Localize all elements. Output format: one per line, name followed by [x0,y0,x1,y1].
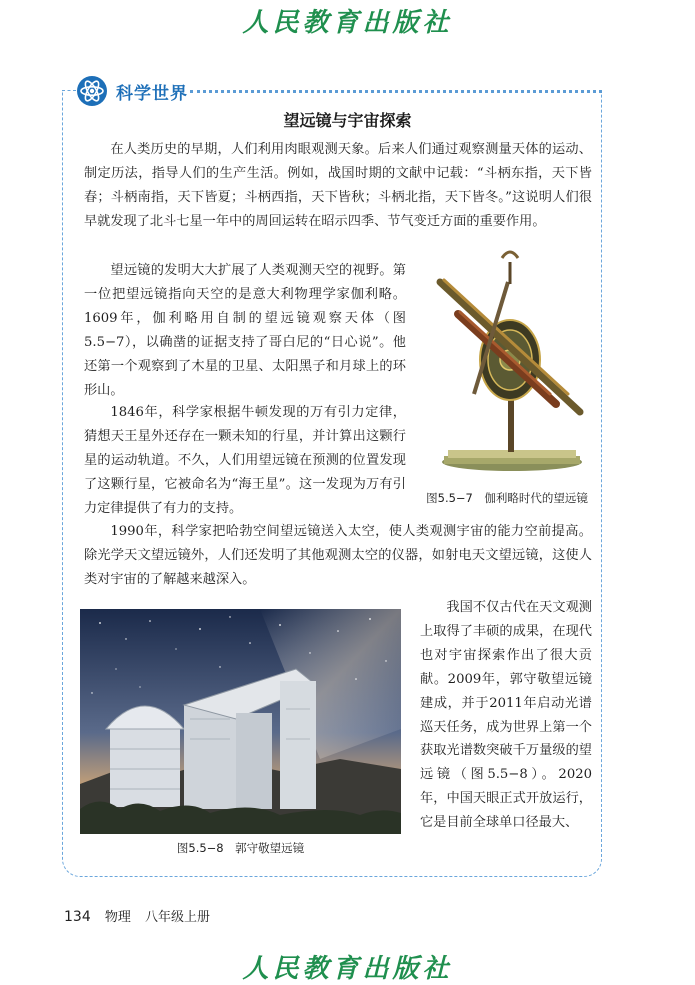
section-label: 科学世界 [116,83,188,104]
atom-icon [76,75,108,107]
publisher-logo-bottom: 人民教育出版社 [242,954,453,984]
paragraph-china-astronomy: 我国不仅古代在天文观测上取得了丰硕的成果，在现代也对宇宙探索作出了很大贡献。2009年，郭守敬望远镜建成，并于2011年启动光谱巡天任务，成为世界上第一个获取光谱数突破千万量级的望远镜（图5.5−8）。2020年，中国天眼正式开放运行，它是目前全球单口径最大、 [420,600,592,831]
header-divider [190,90,602,93]
article-title: 望远镜与宇宙探索 [283,111,412,130]
paragraph-hubble: 1990年，科学家把哈勃空间望远镜送入太空，使人类观测宇宙的能力空前提高。除光学天文望远镜外，人们还发明了其他观测太空的仪器，如射电天文望远镜，这使人类对宇宙的了解越来越深入。 [84,524,592,587]
figure-caption-lamost: 图5.5−8 郭守敬望远镜 [176,841,305,855]
footer-subject: 物理 [104,910,131,925]
figure-caption-galileo: 图5.5−7 伽利略时代的望远镜 [426,491,588,505]
footer-book: 八年级上册 [145,910,211,925]
page-number: 134 [64,909,91,925]
page-footer [64,906,220,925]
lamost-telescope-photo [80,609,401,834]
section-header [76,73,188,109]
paragraph-galileo: 望远镜的发明大大扩展了人类观测天空的视野。第一位把望远镜指向天空的是意大利物理学家伽利略。1609年，伽利略用自制的望远镜观察天体（图5.5−7），以确凿的证据支持了哥白尼的“日心说”。他还第一个观察到了木星的卫星、太阳黑子和月球上的环形山。 [84,263,406,398]
galileo-telescope-image [430,244,590,476]
paragraph-neptune: 1846年，科学家根据牛顿发现的万有引力定律，猜想天王星外还存在一颗未知的行星，并计算出这颗行星的运动轨道。不久，人们用望远镜在预测的位置发现了这颗行星，它被命名为“海王星”。这一发现为万有引力定律提供了有力的支持。 [84,405,406,516]
paragraph-early-history: 在人类历史的早期，人们利用肉眼观测天象。后来人们通过观察测量天体的运动、制定历法，指导人们的生产生活。例如，战国时期的文献中记载：“斗柄东指，天下皆春；斗柄南指，天下皆夏；斗柄西指，天下皆秋；斗柄北指，天下皆冬。”这说明人们很早就发现了北斗七星一年中的周回运转在昭示四季、节气变迁方面的重要作用。 [84,142,592,229]
publisher-logo-top: 人民教育出版社 [242,8,453,38]
